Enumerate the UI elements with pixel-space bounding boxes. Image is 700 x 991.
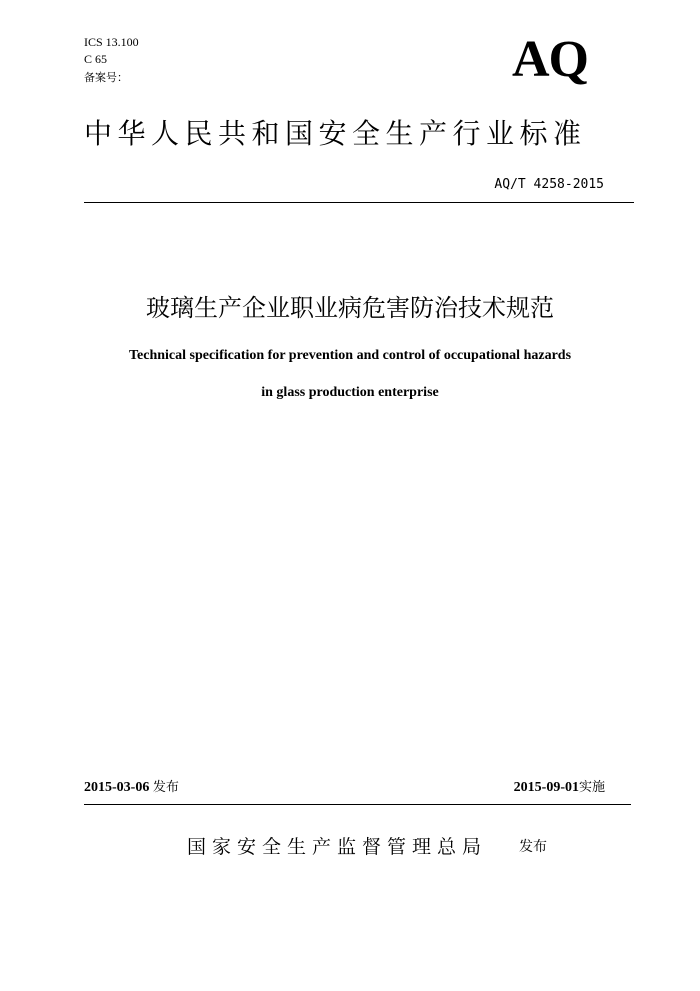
issuing-authority: 国家安全生产监督管理总局 (187, 836, 488, 858)
ccs-code: C 65 (84, 52, 108, 66)
implement-date: 2015-09-01 (513, 780, 579, 795)
standard-number: AQ/T 4258-2015 (494, 177, 604, 192)
aq-logo: AQ (512, 31, 588, 88)
implement-label: 实施 (578, 780, 605, 795)
standard-category: 中华人民共和国安全生产行业标准 (84, 117, 587, 150)
ics-code: ICS 13.100 (84, 35, 139, 49)
issue-label: 发布 (152, 780, 179, 795)
issuer-action-label: 发布 (519, 839, 547, 855)
document-title-english-line-1: Technical specification for prevention and control of occupational hazards (128, 348, 572, 363)
bottom-divider (84, 804, 631, 805)
issue-date-block (84, 778, 179, 798)
top-divider (84, 202, 634, 203)
record-number-label: 备案号： (84, 71, 128, 84)
document-title-english-line-2: in glass production enterprise (261, 385, 439, 400)
issue-date: 2015-03-06 (84, 780, 150, 795)
document-title-chinese: 玻璃生产企业职业病危害防治技术规范 (146, 294, 554, 322)
implement-date-block (514, 778, 605, 798)
